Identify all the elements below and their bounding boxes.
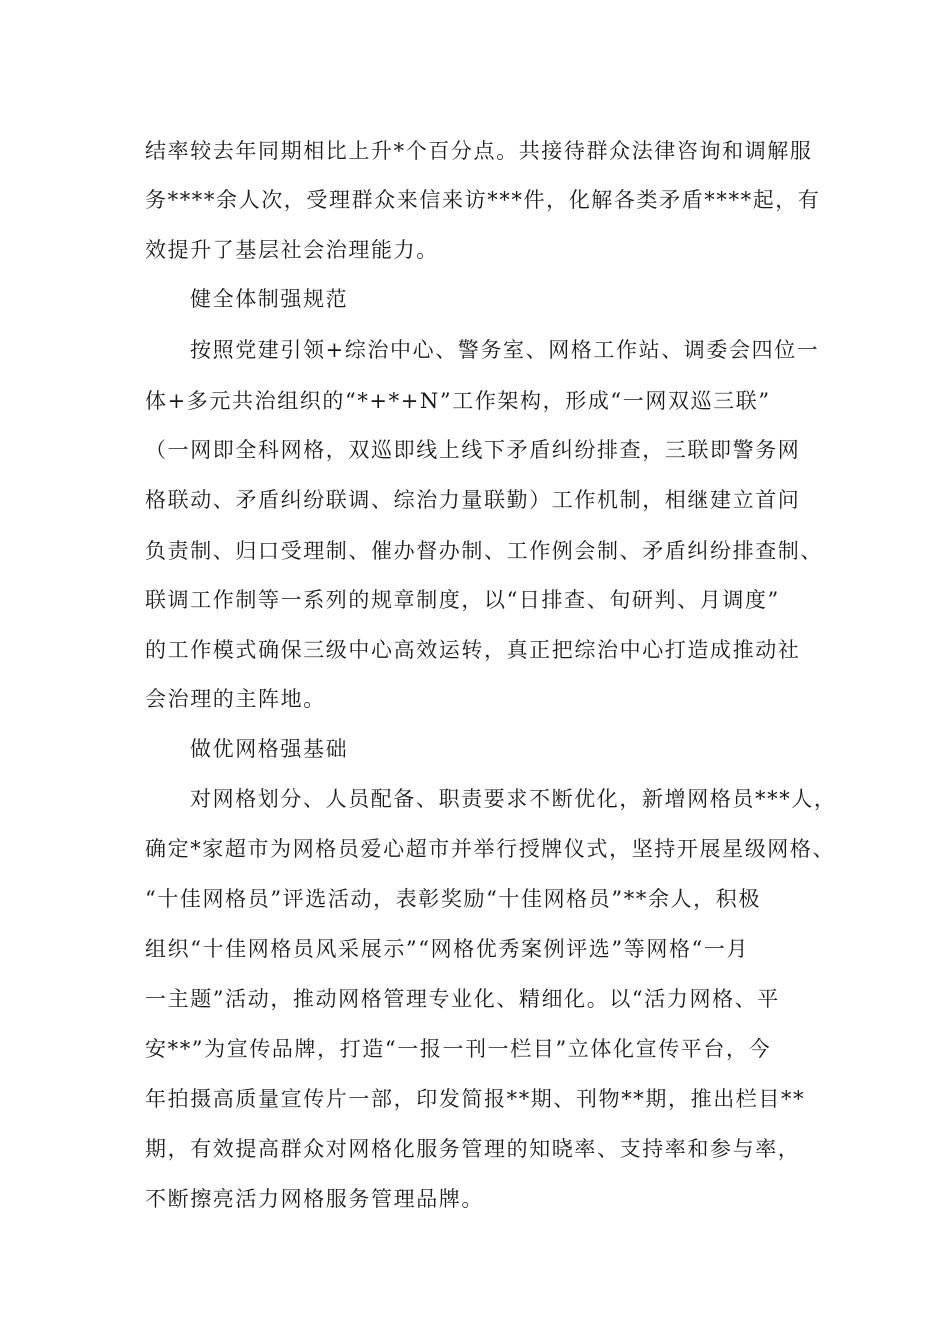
section-heading: 健全体制强规范: [190, 287, 349, 311]
text-line: 体+多元共治组织的“*+*+N”工作架构，形成“一网双巡三联”: [145, 389, 771, 413]
text-line: 的工作模式确保三级中心高效运转，真正把综治中心打造成推动社: [145, 638, 801, 662]
text-line: 务****余人次，受理群众来信来访***件，化解各类矛盾****起，有: [145, 188, 821, 212]
text-line: 结率较去年同期相比上升*个百分点。共接待群众法律咨询和调解服: [145, 139, 813, 163]
text-line: 按照党建引领+综治中心、警务室、网格工作站、调委会四位一: [190, 338, 820, 362]
text-line: 效提升了基层社会治理能力。: [145, 238, 439, 262]
text-line: 期，有效提高群众对网格化服务管理的知晓率、支持率和参与率，: [145, 1137, 801, 1161]
text-line: 安**”为宣传品牌，打造“一报一刊一栏目”立体化宣传平台，今: [145, 1037, 772, 1061]
text-line: “十佳网格员”评选活动，表彰奖励“十佳网格员”**余人，积极: [145, 887, 761, 911]
text-line: （一网即全科网格，双巡即线上线下矛盾纠纷排查，三联即警务网: [145, 438, 801, 462]
text-line: 联调工作制等一系列的规章制度，以“日排查、旬研判、月调度”: [145, 588, 780, 612]
text-line: 负责制、归口受理制、催办督办制、工作例会制、矛盾纠纷排查制、: [145, 539, 823, 563]
text-line: 一主题”活动，推动网格管理专业化、精细化。以“活力网格、平: [145, 987, 780, 1011]
text-line: 年拍摄高质量宣传片一部，印发简报**期、刊物**期，推出栏目**: [145, 1087, 806, 1111]
text-line: 不断擦亮活力网格服务管理品牌。: [145, 1187, 484, 1211]
text-line: 确定*家超市为网格员爱心超市并举行授牌仪式，坚持开展星级网格、: [145, 837, 836, 861]
text-line: 组织“十佳网格员风采展示”“网格优秀案例评选”等网格“一月: [145, 937, 750, 961]
text-line: 对网格划分、人员配备、职责要求不断优化，新增网格员***人，: [190, 787, 837, 811]
text-line: 格联动、矛盾纠纷联调、综治力量联勤）工作机制，相继建立首问: [145, 488, 801, 512]
text-line: 会治理的主阵地。: [145, 687, 326, 711]
section-heading: 做优网格强基础: [190, 737, 349, 761]
